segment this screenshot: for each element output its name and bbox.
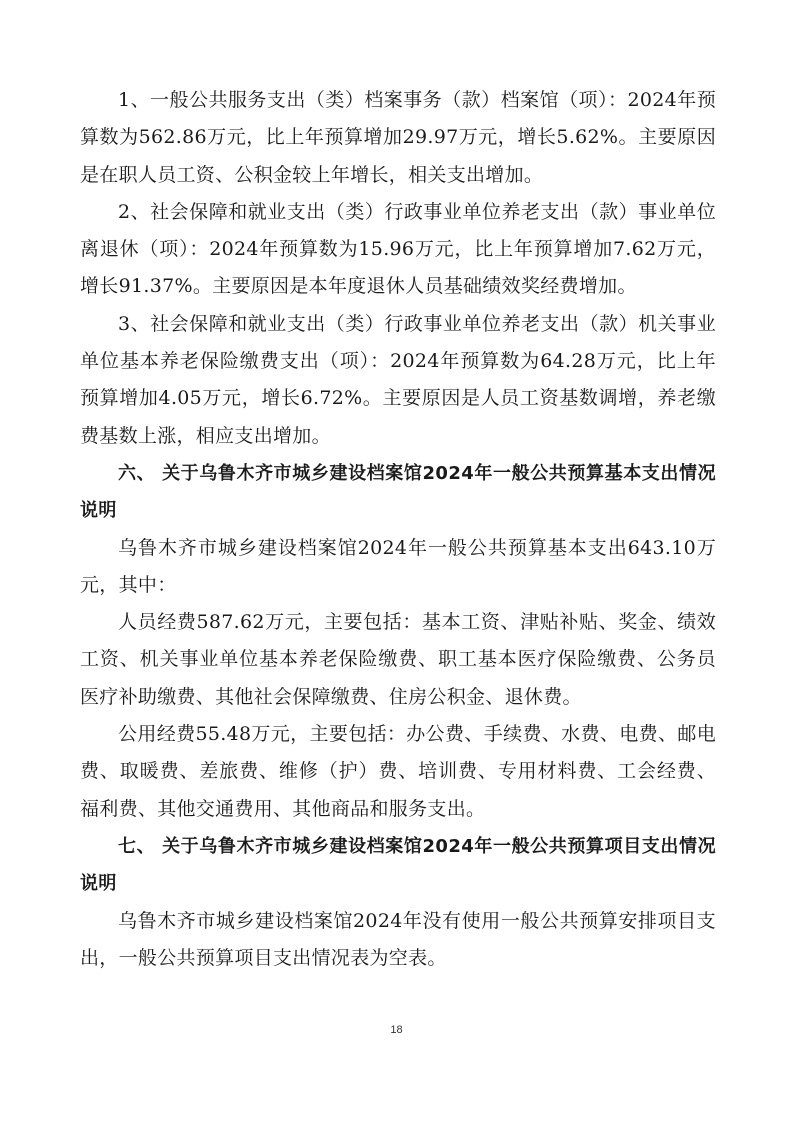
page-number: 18 <box>390 1024 403 1036</box>
paragraph-item-2: 2、社会保障和就业支出（类）行政事业单位养老支出（款）事业单位离退休（项）：2024年预算数为15.96万元，比上年预算增加7.62万元，增长91.37%。主要原因是本年度退休人员基础绩效奖经费增加。 <box>80 200 716 298</box>
section-7-body: 乌鲁木齐市城乡建设档案馆2024年没有使用一般公共预算安排项目支出，一般公共预算项目支出情况表为空表。 <box>80 909 716 969</box>
section-6-intro: 乌鲁木齐市城乡建设档案馆2024年一般公共预算基本支出643.10万元，其中： <box>80 536 716 596</box>
section-7-heading: 七、 关于乌鲁木齐市城乡建设档案馆2024年一般公共预算项目支出情况说明 <box>80 835 716 895</box>
paragraph-item-1: 1、一般公共服务支出（类）档案事务（款）档案馆（项）：2024年预算数为562.86万元，比上年预算增加29.97万元，增长5.62%。主要原因是在职人员工资、公积金较上年增长，相关支出增加。 <box>80 89 716 186</box>
section-6-personnel-expenses: 人员经费587.62万元，主要包括：基本工资、津贴补贴、奖金、绩效工资、机关事业单位基本养老保险缴费、职工基本医疗保险缴费、公务员医疗补助缴费、其他社会保障缴费、住房公积金、退休费。 <box>80 611 716 708</box>
section-6-public-expenses: 公用经费55.48万元，主要包括：办公费、手续费、水费、电费、邮电费、取暖费、差旅费、维修（护）费、培训费、专用材料费、工会经费、福利费、其他交通费用、其他商品和服务支出。 <box>80 723 716 820</box>
page-content <box>80 82 716 977</box>
paragraph-item-3: 3、社会保障和就业支出（类）行政事业单位养老支出（款）机关事业单位基本养老保险缴费支出（项）：2024年预算数为64.28万元，比上年预算增加4.05万元，增长6.72%。主要原因是人员工资基数调增，养老缴费基数上涨，相应支出增加。 <box>80 312 716 447</box>
section-6-heading: 六、 关于乌鲁木齐市城乡建设档案馆2024年一般公共预算基本支出情况说明 <box>80 462 716 522</box>
